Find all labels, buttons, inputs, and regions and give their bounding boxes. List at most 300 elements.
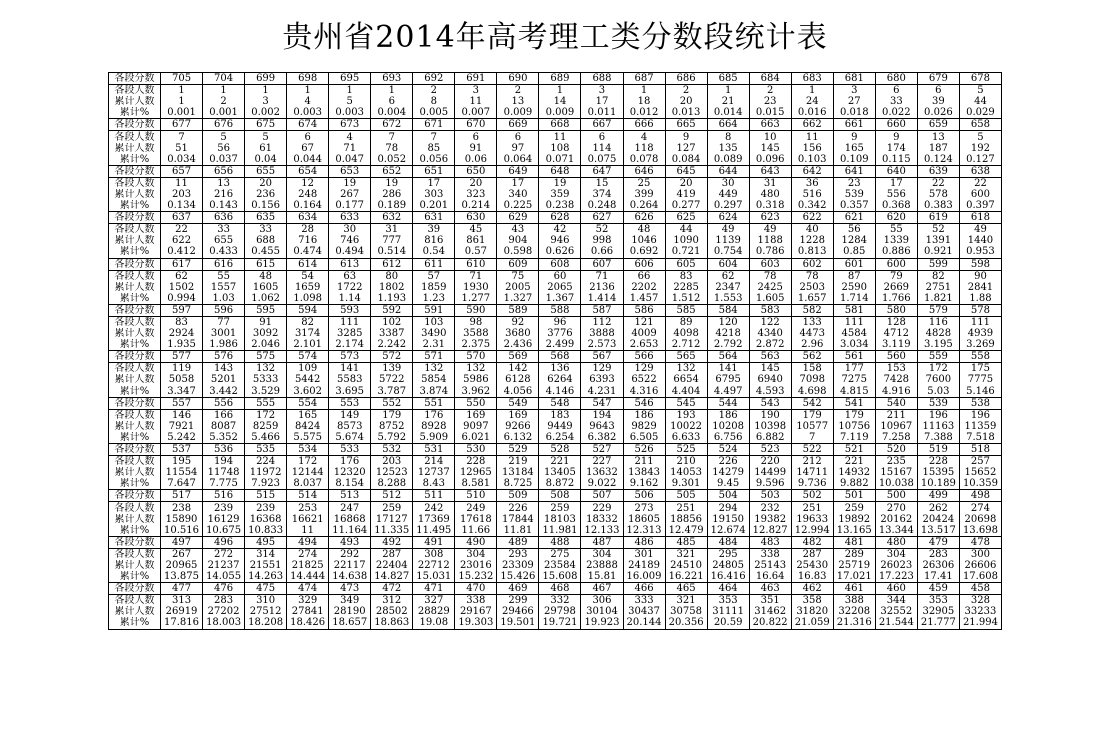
table-cell: 11.335 — [371, 525, 413, 537]
row-label: 累计人数 — [109, 143, 161, 154]
table-cell: 0.013 — [665, 107, 707, 119]
table-cell: 562 — [791, 351, 833, 363]
table-cell: 25 — [623, 177, 665, 189]
table-cell: 480 — [875, 536, 917, 548]
table-cell: 32552 — [875, 606, 917, 617]
table-cell: 49 — [707, 224, 749, 236]
table-cell: 6.633 — [665, 432, 707, 444]
table-cell: 449 — [707, 189, 749, 200]
table-cell: 15395 — [917, 467, 959, 478]
table-cell: 5 — [959, 131, 1001, 143]
percent-row — [109, 386, 1002, 398]
table-cell: 18.003 — [203, 617, 245, 629]
table-cell: 321 — [665, 595, 707, 607]
table-cell: 238 — [161, 502, 203, 514]
table-cell: 3.874 — [413, 386, 455, 398]
table-cell: 0.044 — [287, 154, 329, 166]
row-label: 累计% — [109, 571, 161, 583]
table-cell: 1.062 — [245, 293, 287, 305]
table-cell: 292 — [329, 548, 371, 560]
table-cell: 685 — [707, 73, 749, 85]
table-cell: 17844 — [497, 514, 539, 525]
table-cell: 8087 — [203, 421, 245, 432]
table-cell: 294 — [707, 502, 749, 514]
table-cell: 692 — [413, 73, 455, 85]
table-cell: 582 — [791, 304, 833, 316]
row-label: 各段人数 — [109, 456, 161, 468]
table-cell: 8424 — [287, 421, 329, 432]
table-cell: 14279 — [707, 467, 749, 478]
table-cell: 597 — [161, 304, 203, 316]
table-cell: 228 — [455, 456, 497, 468]
table-cell: 0.034 — [161, 154, 203, 166]
table-cell: 13184 — [497, 467, 539, 478]
table-cell: 8.43 — [413, 478, 455, 490]
table-cell: 13.875 — [161, 571, 203, 583]
table-cell: 15 — [581, 177, 623, 189]
table-cell: 567 — [581, 351, 623, 363]
table-cell: 705 — [161, 73, 203, 85]
cumulative-row — [109, 282, 1002, 293]
table-cell: 572 — [371, 351, 413, 363]
table-cell: 174 — [875, 143, 917, 154]
table-cell: 5722 — [371, 374, 413, 385]
table-cell: 504 — [707, 490, 749, 502]
table-cell: 116 — [917, 316, 959, 328]
table-cell: 545 — [665, 397, 707, 409]
table-cell: 584 — [707, 304, 749, 316]
table-cell: 186 — [623, 409, 665, 421]
table-cell: 9643 — [581, 421, 623, 432]
table-cell: 14711 — [791, 467, 833, 478]
table-cell: 4218 — [707, 328, 749, 339]
table-cell: 15890 — [161, 514, 203, 525]
table-cell: 816 — [413, 235, 455, 246]
table-cell: 24510 — [665, 560, 707, 571]
table-cell: 1.986 — [203, 339, 245, 351]
table-cell: 80 — [371, 270, 413, 282]
table-cell: 10577 — [791, 421, 833, 432]
table-cell: 746 — [329, 235, 371, 246]
table-cell: 4009 — [623, 328, 665, 339]
table-cell: 310 — [245, 595, 287, 607]
percent-row — [109, 107, 1002, 119]
row-label: 各段人数 — [109, 177, 161, 189]
table-cell: 4939 — [959, 328, 1001, 339]
table-cell: 313 — [161, 595, 203, 607]
table-cell: 9829 — [623, 421, 665, 432]
table-cell: 555 — [245, 397, 287, 409]
table-cell: 550 — [455, 397, 497, 409]
table-cell: 13.344 — [875, 525, 917, 537]
table-cell: 11163 — [917, 421, 959, 432]
table-cell: 570 — [455, 351, 497, 363]
table-cell: 13 — [917, 131, 959, 143]
table-cell: 2 — [413, 85, 455, 97]
table-cell: 2136 — [581, 282, 623, 293]
row-label: 各段人数 — [109, 224, 161, 236]
table-cell: 2202 — [623, 282, 665, 293]
table-cell: 287 — [791, 548, 833, 560]
table-cell: 132 — [455, 363, 497, 375]
table-cell: 461 — [833, 583, 875, 595]
table-cell: 645 — [665, 165, 707, 177]
table-cell: 89 — [665, 316, 707, 328]
table-cell: 491 — [413, 536, 455, 548]
table-cell: 3 — [455, 85, 497, 97]
table-cell: 599 — [917, 258, 959, 270]
table-cell: 29167 — [455, 606, 497, 617]
row-label: 各段分数 — [109, 490, 161, 502]
table-cell: 139 — [371, 363, 413, 375]
table-cell: 2.101 — [287, 339, 329, 351]
table-cell: 78 — [371, 143, 413, 154]
table-cell: 526 — [623, 444, 665, 456]
table-cell: 1.88 — [959, 293, 1001, 305]
table-cell: 353 — [917, 595, 959, 607]
table-cell: 235 — [875, 456, 917, 468]
table-cell: 10.833 — [245, 525, 287, 537]
table-cell: 14.055 — [203, 571, 245, 583]
table-cell: 6 — [455, 131, 497, 143]
table-cell: 17618 — [455, 514, 497, 525]
table-cell: 71 — [455, 270, 497, 282]
table-cell: 5442 — [287, 374, 329, 385]
table-cell: 0.06 — [455, 154, 497, 166]
table-cell: 5986 — [455, 374, 497, 385]
table-cell: 9 — [665, 131, 707, 143]
table-cell: 42 — [539, 224, 581, 236]
table-cell: 186 — [707, 409, 749, 421]
table-cell: 30 — [707, 177, 749, 189]
table-cell: 688 — [581, 73, 623, 85]
table-cell: 0.357 — [833, 200, 875, 212]
table-cell: 33233 — [959, 606, 1001, 617]
table-cell: 4828 — [917, 328, 959, 339]
table-cell: 27512 — [245, 606, 287, 617]
table-cell: 6795 — [707, 374, 749, 385]
table-cell: 172 — [287, 456, 329, 468]
table-cell: 0.127 — [959, 154, 1001, 166]
table-cell: 0.04 — [245, 154, 287, 166]
table-cell: 239 — [203, 502, 245, 514]
table-cell: 0.164 — [287, 200, 329, 212]
table-cell: 0.397 — [959, 200, 1001, 212]
table-cell: 17.816 — [161, 617, 203, 629]
table-cell: 686 — [665, 73, 707, 85]
table-cell: 3387 — [371, 328, 413, 339]
table-cell: 678 — [959, 73, 1001, 85]
table-cell: 149 — [329, 409, 371, 421]
row-label: 累计人数 — [109, 560, 161, 571]
row-label: 累计人数 — [109, 189, 161, 200]
cumulative-row — [109, 374, 1002, 385]
table-cell: 777 — [371, 235, 413, 246]
table-cell: 658 — [959, 119, 1001, 131]
table-cell: 633 — [329, 212, 371, 224]
table-cell: 603 — [749, 258, 791, 270]
table-cell: 15.426 — [497, 571, 539, 583]
table-cell: 651 — [413, 165, 455, 177]
table-cell: 529 — [497, 444, 539, 456]
table-cell: 56 — [203, 143, 245, 154]
table-cell: 534 — [287, 444, 329, 456]
table-cell: 583 — [749, 304, 791, 316]
table-cell: 314 — [245, 548, 287, 560]
table-cell: 11 — [287, 525, 329, 537]
table-cell: 232 — [749, 502, 791, 514]
table-cell: 75 — [497, 270, 539, 282]
table-cell: 212 — [791, 456, 833, 468]
table-cell: 605 — [665, 258, 707, 270]
table-cell: 0.012 — [623, 107, 665, 119]
table-cell: 20 — [665, 96, 707, 107]
count-row — [109, 85, 1002, 97]
table-cell: 2503 — [791, 282, 833, 293]
table-cell: 626 — [623, 212, 665, 224]
table-cell: 0.692 — [623, 246, 665, 258]
table-cell: 194 — [203, 456, 245, 468]
table-cell: 31462 — [749, 606, 791, 617]
table-cell: 23584 — [539, 560, 581, 571]
table-cell: 19.923 — [581, 617, 623, 629]
table-cell: 0.368 — [875, 200, 917, 212]
table-cell: 13.698 — [959, 525, 1001, 537]
table-cell: 120 — [707, 316, 749, 328]
table-cell: 546 — [623, 397, 665, 409]
table-cell: 2669 — [875, 282, 917, 293]
table-cell: 673 — [329, 119, 371, 131]
table-cell: 716 — [287, 235, 329, 246]
table-cell: 569 — [497, 351, 539, 363]
table-cell: 3776 — [539, 328, 581, 339]
table-cell: 4.404 — [665, 386, 707, 398]
table-cell: 14.263 — [245, 571, 287, 583]
table-cell: 329 — [287, 595, 329, 607]
table-cell: 1440 — [959, 235, 1001, 246]
table-cell: 464 — [707, 583, 749, 595]
table-cell: 622 — [791, 212, 833, 224]
table-cell: 13843 — [623, 467, 665, 478]
table-cell: 29466 — [497, 606, 539, 617]
table-cell: 632 — [371, 212, 413, 224]
table-cell: 1802 — [371, 282, 413, 293]
table-cell: 625 — [665, 212, 707, 224]
table-cell: 267 — [161, 548, 203, 560]
table-cell: 689 — [539, 73, 581, 85]
table-cell: 272 — [203, 548, 245, 560]
table-cell: 0.214 — [455, 200, 497, 212]
table-cell: 21551 — [245, 560, 287, 571]
table-cell: 650 — [455, 165, 497, 177]
table-cell: 44 — [959, 96, 1001, 107]
table-cell: 587 — [581, 304, 623, 316]
table-cell: 509 — [497, 490, 539, 502]
table-cell: 54 — [287, 270, 329, 282]
table-cell: 7.923 — [245, 478, 287, 490]
table-cell: 595 — [245, 304, 287, 316]
table-cell: 17127 — [371, 514, 413, 525]
table-cell: 16.416 — [707, 571, 749, 583]
score-row — [109, 536, 1002, 548]
table-cell: 7.258 — [875, 432, 917, 444]
table-cell: 6393 — [581, 374, 623, 385]
row-label: 各段人数 — [109, 502, 161, 514]
table-cell: 353 — [707, 595, 749, 607]
table-cell: 129 — [623, 363, 665, 375]
table-cell: 3174 — [287, 328, 329, 339]
table-cell: 617 — [161, 258, 203, 270]
table-cell: 16.64 — [749, 571, 791, 583]
table-cell: 575 — [245, 351, 287, 363]
count-row — [109, 316, 1002, 328]
table-cell: 10.516 — [161, 525, 203, 537]
table-cell: 61 — [245, 143, 287, 154]
table-cell: 7775 — [959, 374, 1001, 385]
table-cell: 1090 — [665, 235, 707, 246]
table-cell: 537 — [161, 444, 203, 456]
table-cell: 3.602 — [287, 386, 329, 398]
table-cell: 1.766 — [875, 293, 917, 305]
table-cell: 194 — [581, 409, 623, 421]
table-cell: 10756 — [833, 421, 875, 432]
table-cell: 7 — [161, 131, 203, 143]
table-cell: 3092 — [245, 328, 287, 339]
table-cell: 469 — [497, 583, 539, 595]
table-cell: 1502 — [161, 282, 203, 293]
table-cell: 17.223 — [875, 571, 917, 583]
table-cell: 3001 — [203, 328, 245, 339]
table-cell: 1 — [287, 85, 329, 97]
table-cell: 193 — [665, 409, 707, 421]
score-row — [109, 258, 1002, 270]
table-cell: 141 — [707, 363, 749, 375]
table-cell: 3490 — [413, 328, 455, 339]
table-cell: 351 — [749, 595, 791, 607]
table-cell: 7.518 — [959, 432, 1001, 444]
table-cell: 0.004 — [371, 107, 413, 119]
table-cell: 16868 — [329, 514, 371, 525]
table-cell: 0.383 — [917, 200, 959, 212]
table-cell: 1 — [539, 85, 581, 97]
table-cell: 466 — [623, 583, 665, 595]
table-cell: 629 — [497, 212, 539, 224]
table-cell: 165 — [833, 143, 875, 154]
table-cell: 657 — [161, 165, 203, 177]
table-cell: 7.775 — [203, 478, 245, 490]
table-cell: 27841 — [287, 606, 329, 617]
table-cell: 2.436 — [497, 339, 539, 351]
table-cell: 0.238 — [539, 200, 581, 212]
table-cell: 0.201 — [413, 200, 455, 212]
table-cell: 118 — [623, 143, 665, 154]
table-cell: 7098 — [791, 374, 833, 385]
table-cell: 20698 — [959, 514, 1001, 525]
row-label: 累计% — [109, 339, 161, 351]
table-cell: 5.352 — [203, 432, 245, 444]
table-cell: 24189 — [623, 560, 665, 571]
table-cell: 6 — [581, 131, 623, 143]
table-cell: 522 — [791, 444, 833, 456]
table-cell: 557 — [161, 397, 203, 409]
table-cell: 33 — [875, 96, 917, 107]
table-cell: 0.297 — [707, 200, 749, 212]
table-cell: 2590 — [833, 282, 875, 293]
percent-row — [109, 432, 1002, 444]
table-cell: 5.909 — [413, 432, 455, 444]
table-cell: 556 — [875, 189, 917, 200]
table-cell: 9.301 — [665, 478, 707, 490]
table-cell: 2065 — [539, 282, 581, 293]
table-cell: 621 — [833, 212, 875, 224]
table-cell: 21.994 — [959, 617, 1001, 629]
table-cell: 21825 — [287, 560, 329, 571]
table-cell: 10.189 — [917, 478, 959, 490]
table-cell: 26306 — [917, 560, 959, 571]
table-cell: 0.494 — [329, 246, 371, 258]
table-cell: 399 — [623, 189, 665, 200]
table-cell: 691 — [455, 73, 497, 85]
table-cell: 1 — [791, 85, 833, 97]
table-cell: 44 — [665, 224, 707, 236]
table-cell: 0.66 — [581, 246, 623, 258]
table-cell: 249 — [455, 502, 497, 514]
table-cell: 28 — [287, 224, 329, 236]
table-cell: 679 — [917, 73, 959, 85]
table-cell: 462 — [791, 583, 833, 595]
table-cell: 262 — [917, 502, 959, 514]
table-cell: 1659 — [287, 282, 329, 293]
table-cell: 581 — [833, 304, 875, 316]
table-cell: 2.31 — [413, 339, 455, 351]
table-cell: 622 — [161, 235, 203, 246]
table-cell: 2.792 — [707, 339, 749, 351]
table-cell: 259 — [833, 502, 875, 514]
table-cell: 523 — [749, 444, 791, 456]
table-cell: 508 — [539, 490, 581, 502]
table-cell: 458 — [959, 583, 1001, 595]
table-cell: 9097 — [455, 421, 497, 432]
table-cell: 0.721 — [665, 246, 707, 258]
table-cell: 3.529 — [245, 386, 287, 398]
table-cell: 90 — [959, 270, 1001, 282]
table-cell: 10.038 — [875, 478, 917, 490]
table-cell: 2.712 — [665, 339, 707, 351]
row-label: 各段分数 — [109, 258, 161, 270]
table-cell: 23016 — [455, 560, 497, 571]
table-cell: 611 — [413, 258, 455, 270]
table-cell: 6 — [497, 131, 539, 143]
table-cell: 20 — [245, 177, 287, 189]
count-row — [109, 270, 1002, 282]
table-cell: 11359 — [959, 421, 1001, 432]
table-cell: 13 — [203, 177, 245, 189]
row-label: 累计% — [109, 154, 161, 166]
table-cell: 129 — [581, 363, 623, 375]
table-cell: 547 — [581, 397, 623, 409]
table-cell: 503 — [749, 490, 791, 502]
table-cell: 32208 — [833, 606, 875, 617]
table-cell: 83 — [161, 316, 203, 328]
table-cell: 79 — [875, 270, 917, 282]
table-cell: 82 — [287, 316, 329, 328]
table-cell: 2005 — [497, 282, 539, 293]
table-cell: 861 — [455, 235, 497, 246]
table-cell: 14.827 — [371, 571, 413, 583]
table-cell: 220 — [749, 456, 791, 468]
cumulative-row — [109, 467, 1002, 478]
table-cell: 210 — [665, 456, 707, 468]
